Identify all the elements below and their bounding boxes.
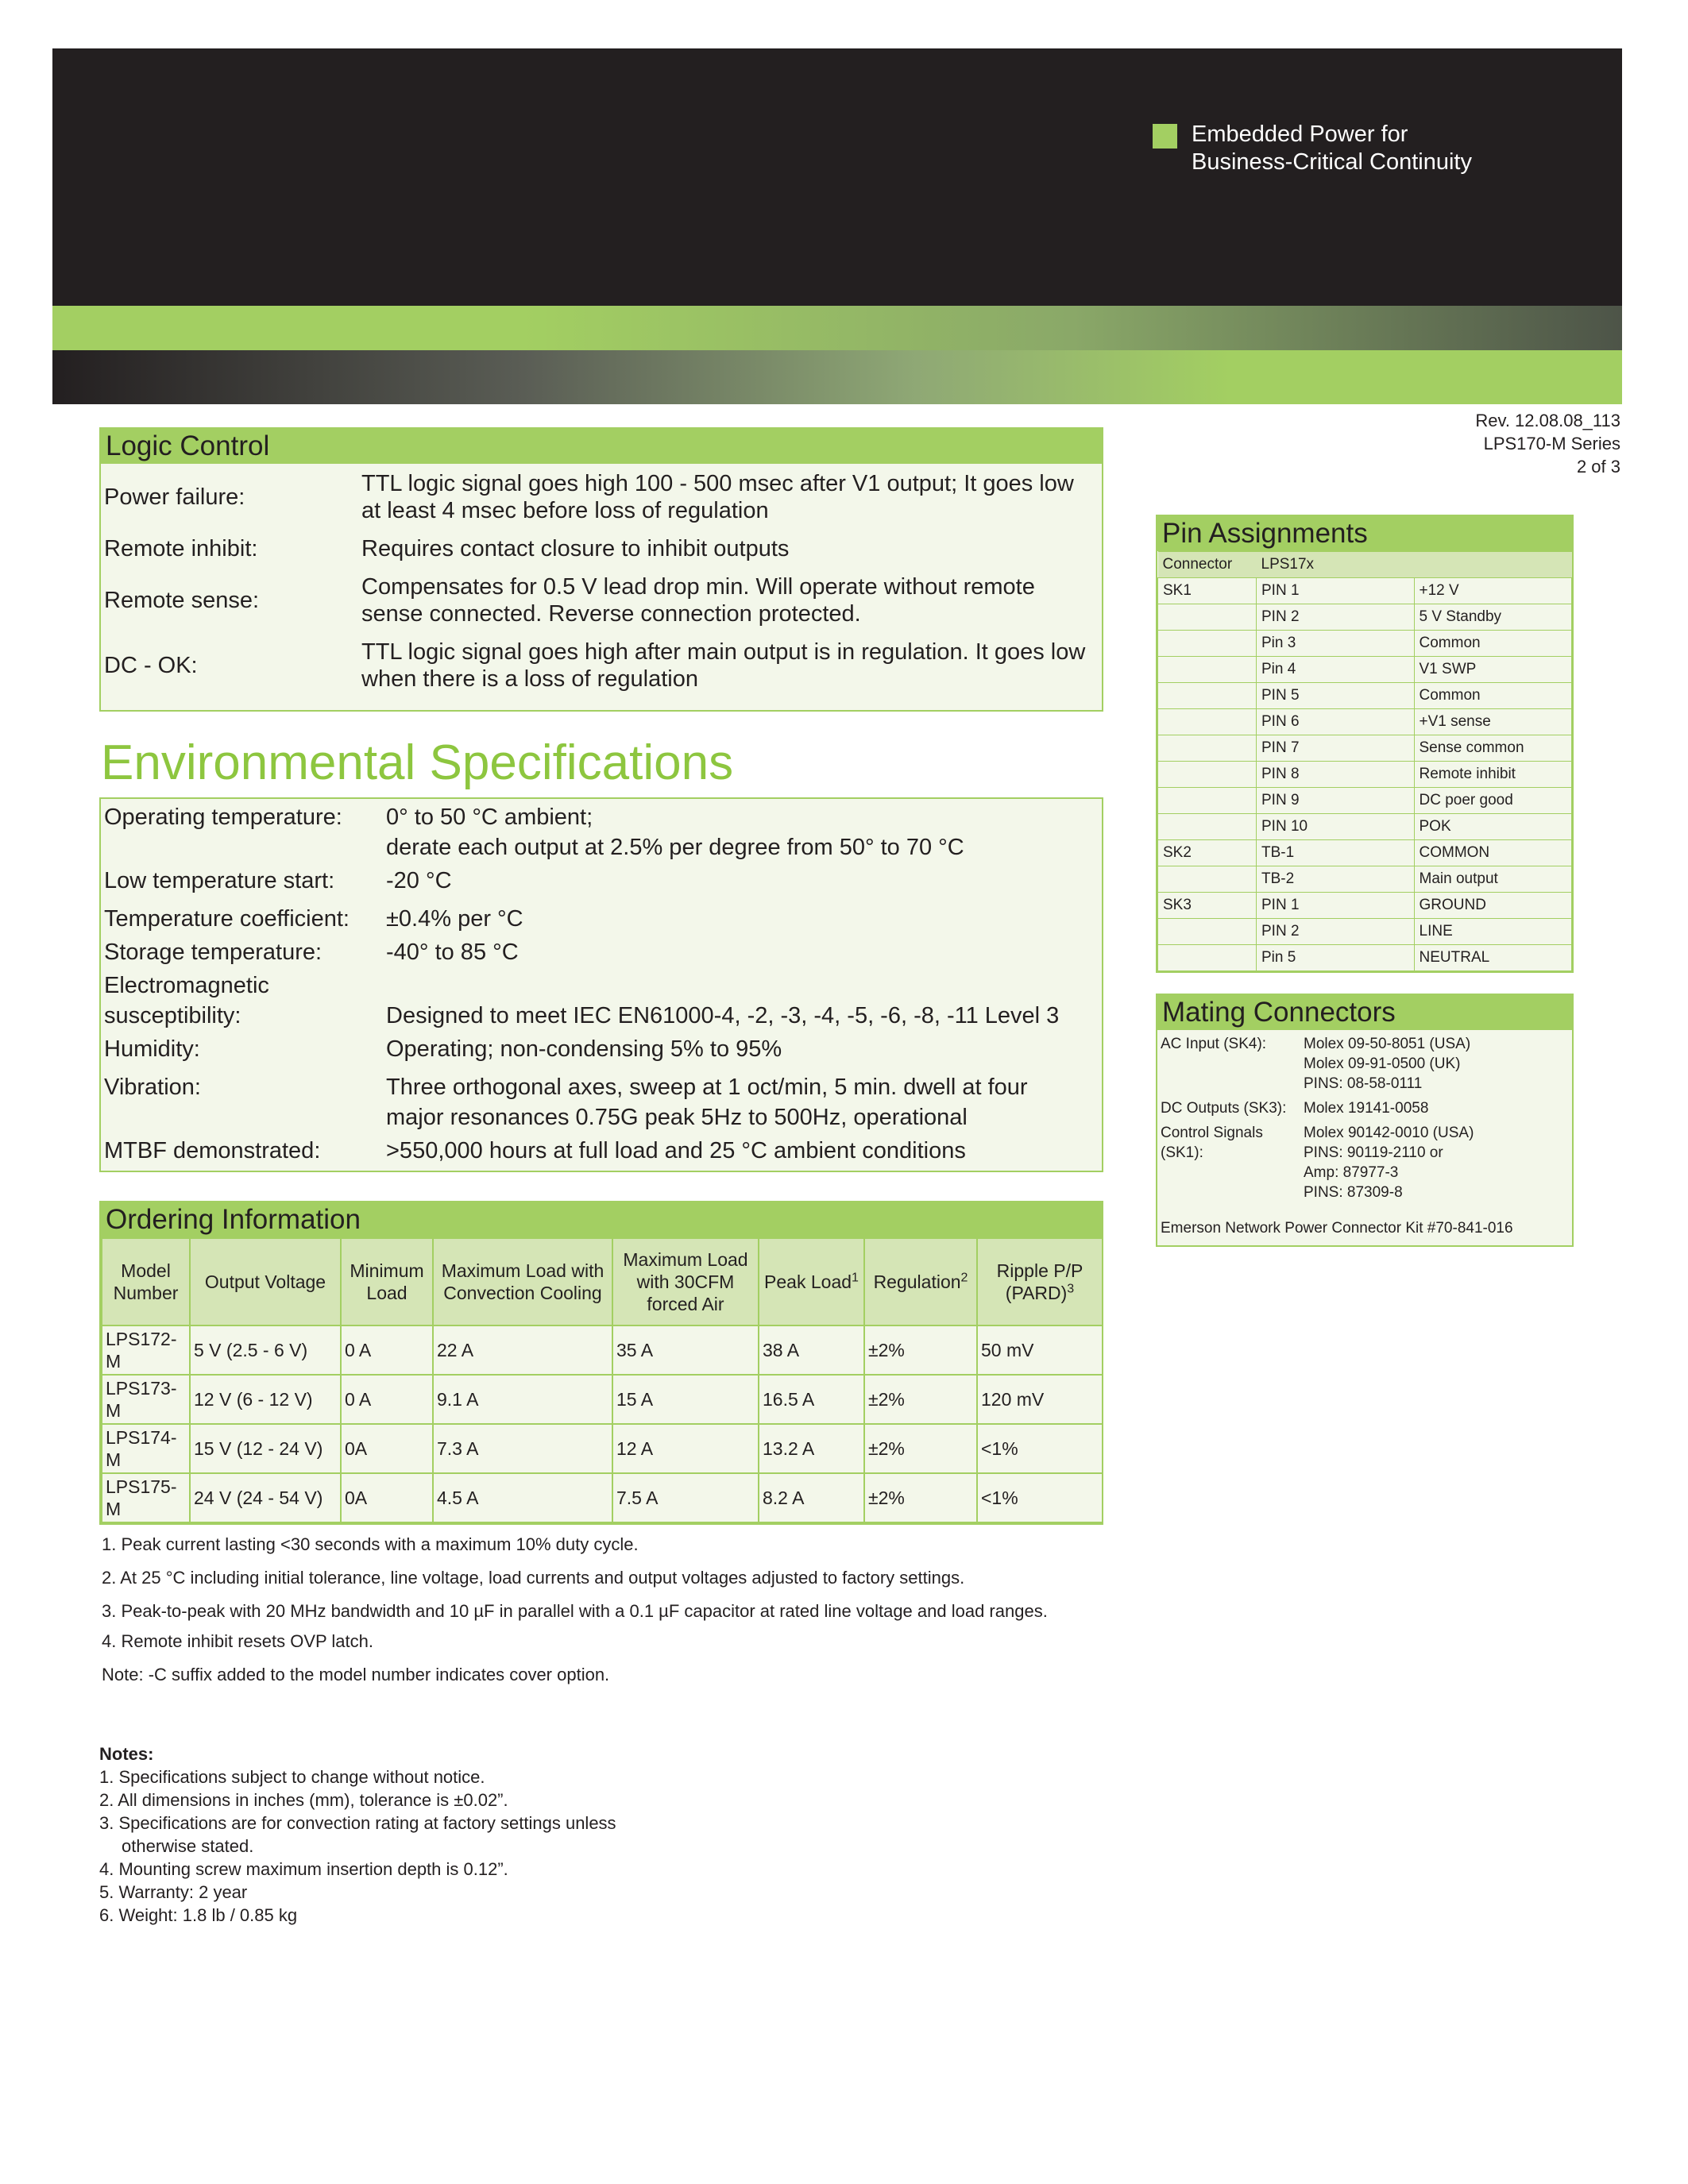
cell: 22 A [433,1325,612,1375]
label: MTBF demonstrated: [104,1138,321,1163]
revision: Rev. 12.08.08_113 [1475,411,1620,430]
cell: Pin 4 [1257,657,1415,683]
footnote-ref: 3 [1067,1282,1075,1296]
cell: PIN 9 [1257,788,1415,814]
cell: LPS173-M [102,1375,190,1424]
note-item: 1. Specifications subject to change without notice. [99,1767,485,1787]
column-header [433,1238,612,1325]
value-line: PINS: 08-58-0111 [1304,1075,1423,1092]
cell: 9.1 A [433,1375,612,1424]
env-row [101,1072,1102,1133]
env-row [101,1034,1102,1064]
cell: NEUTRAL [1414,945,1572,971]
cell: 50 mV [977,1325,1103,1375]
cell: 15 A [612,1375,759,1424]
row-value [1304,1034,1470,1094]
note-item: 6. Weight: 1.8 lb / 0.85 kg [99,1905,298,1925]
cell: +12 V [1414,578,1572,604]
logic-row [101,532,1102,565]
cell: 38 A [759,1325,864,1375]
row-label: DC - OK: [104,653,198,678]
cell: Common [1414,683,1572,709]
environmental-title: Environmental Specifications [101,735,734,790]
row-label [104,1136,386,1166]
col-model: LPS17x [1257,552,1572,578]
row-value: Compensates for 0.5 V lead drop min. Will operate without remote sense connected. Reverse connection protected. [361,574,1035,627]
row-label: Remote sense: [104,588,260,613]
connector-kit: Emerson Network Power Connector Kit #70-841-016 [1161,1220,1513,1237]
cell: 120 mV [977,1375,1103,1424]
mating-row [1157,1096,1572,1121]
cell: DC poer good [1414,788,1572,814]
mating-row [1157,1121,1572,1205]
logic-row [101,635,1102,696]
cell: Pin 5 [1257,945,1415,971]
mating-row [1157,1032,1572,1096]
value: -40° to 85 °C [386,940,519,965]
value-line: PINS: 87309-8 [1304,1184,1403,1201]
cell: SK1 [1158,578,1257,604]
value-line: PINS: 90119-2110 or [1304,1144,1443,1161]
label: Storage temperature: [104,940,323,965]
section-title: Pin Assignments [1157,516,1572,551]
environmental-section [99,797,1103,1172]
row-label [104,937,386,967]
cell: LPS175-M [102,1473,190,1522]
row-value [386,970,1099,1031]
cell [1158,919,1257,945]
row-label: Remote inhibit: [104,536,258,561]
cell: PIN 2 [1257,604,1415,631]
pin-row [1158,735,1572,762]
cell: PIN 6 [1257,709,1415,735]
env-row [101,802,1102,862]
value: -20 °C [386,868,452,893]
pin-assignments-section [1156,515,1574,973]
row-label [104,1034,386,1064]
revision-info [1475,409,1620,478]
cell: SK3 [1158,893,1257,919]
row-label [104,970,386,1031]
cell: 8.2 A [759,1473,864,1522]
cell [1158,814,1257,840]
table-row [102,1473,1103,1522]
logic-row [101,570,1102,631]
cell [1158,735,1257,762]
pin-row [1158,709,1572,735]
cell [1158,657,1257,683]
cell: 7.3 A [433,1424,612,1473]
header-text: Model Number [113,1260,179,1303]
cell: PIN 5 [1257,683,1415,709]
label: Electromagnetic [104,973,269,998]
cell: PIN 8 [1257,762,1415,788]
spacer [386,970,1099,1001]
cell: PIN 7 [1257,735,1415,762]
column-header [864,1238,977,1325]
note-item: 3. Specifications are for convection rating at factory settings unless [99,1813,616,1833]
note-item: 2. All dimensions in inches (mm), tolerance is ±0.02”. [99,1790,508,1810]
row-value: TTL logic signal goes high 100 - 500 msec after V1 output; It goes low at least 4 msec before loss of regulation [361,471,1074,523]
row-label [104,802,386,862]
value: Designed to meet IEC EN61000-4, -2, -3, -4, -5, -6, -8, -11 Level 3 [386,1003,1060,1028]
header-text: Maximum Load with Convection Cooling [441,1260,605,1303]
column-header [341,1238,433,1325]
pin-row [1158,945,1572,971]
logic-control-section [99,427,1103,712]
cell: PIN 2 [1257,919,1415,945]
cell: PIN 1 [1257,893,1415,919]
tagline-line-2: Business-Critical Continuity [1192,149,1472,175]
cell: 12 V (6 - 12 V) [190,1375,341,1424]
cell: 0 A [341,1325,433,1375]
cell [1158,709,1257,735]
env-row [101,904,1102,934]
cell: 16.5 A [759,1375,864,1424]
header-text: Maximum Load with 30CFM forced Air [623,1249,748,1314]
ordering-table [101,1237,1103,1523]
label: Temperature coefficient: [104,906,350,932]
section-title: Mating Connectors [1157,995,1572,1030]
brand-square-icon [1153,124,1177,149]
pin-row [1158,762,1572,788]
row-label: Control Signals (SK1): [1161,1125,1263,1161]
series: LPS170-M Series [1483,434,1620,453]
value: Operating; non-condensing 5% to 95% [386,1036,782,1062]
row-value [386,904,1099,934]
value: major resonances 0.75G peak 5Hz to 500Hz, operational [386,1105,968,1130]
label: susceptibility: [104,1003,241,1028]
cell [1158,631,1257,657]
cell: Remote inhibit [1414,762,1572,788]
header-text: Peak Load [764,1271,852,1292]
table-row [102,1375,1103,1424]
row-value [386,1136,1099,1166]
column-header [759,1238,864,1325]
pin-row [1158,631,1572,657]
footnote: 1. Peak current lasting <30 seconds with a maximum 10% duty cycle. [102,1534,639,1554]
right-column [1156,515,1574,1247]
pin-table [1157,551,1572,971]
value: 0° to 50 °C ambient; [386,805,593,830]
cell: TB-1 [1257,840,1415,866]
ordering-footnotes [99,1533,1103,1687]
row-value [386,1072,1099,1133]
row-value [386,937,1099,967]
cell: Main output [1414,866,1572,893]
row-label [104,904,386,934]
pin-row [1158,814,1572,840]
notes-title: Notes: [99,1744,154,1764]
cell: +V1 sense [1414,709,1572,735]
footnote: Note: -C suffix added to the model number indicates cover option. [102,1665,610,1684]
row-label: AC Input (SK4): [1161,1036,1267,1052]
cell: Pin 3 [1257,631,1415,657]
header-text: Output Voltage [204,1271,326,1292]
cell: 12 A [612,1424,759,1473]
value-line: Molex 09-50-8051 (USA) [1304,1036,1471,1052]
page-number: 2 of 3 [1576,457,1620,477]
row-label: Power failure: [104,484,245,510]
cell: 13.2 A [759,1424,864,1473]
cell: 4.5 A [433,1473,612,1522]
table-row [102,1325,1103,1375]
footnote: 4. Remote inhibit resets OVP latch. [102,1631,373,1651]
cell: PIN 10 [1257,814,1415,840]
column-header [612,1238,759,1325]
cell: PIN 1 [1257,578,1415,604]
row-value: TTL logic signal goes high after main output is in regulation. It goes low when there is a loss of regulation [361,639,1086,692]
col-connector: Connector [1158,552,1257,578]
cell: ±2% [864,1325,977,1375]
pin-row [1158,866,1572,893]
cell: POK [1414,814,1572,840]
header-text: Minimum Load [350,1260,424,1303]
cell [1158,604,1257,631]
cell [1158,762,1257,788]
cell [1158,683,1257,709]
footnote: 3. Peak-to-peak with 20 MHz bandwidth and 10 µF in parallel with a 0.1 µF capacitor at rated line voltage and load ranges. [102,1601,1048,1621]
value-line: Amp: 87977-3 [1304,1164,1399,1181]
row-value [386,1034,1099,1064]
label: Operating temperature: [104,805,342,830]
row-value: Requires contact closure to inhibit outputs [361,536,790,561]
cell: 35 A [612,1325,759,1375]
value-line: Molex 09-91-0500 (UK) [1304,1055,1461,1072]
tagline-line-1: Embedded Power for [1192,122,1408,147]
pin-row [1158,657,1572,683]
section-title: Ordering Information [101,1202,1102,1237]
pin-row [1158,893,1572,919]
header-text: Regulation [873,1271,961,1292]
ordering-section [99,1201,1103,1525]
cell: 0A [341,1424,433,1473]
value-line: Molex 90142-0010 (USA) [1304,1125,1474,1141]
header-banner [52,48,1622,306]
row-value [386,802,1099,862]
label: Low temperature start: [104,868,335,893]
row-label [104,866,386,896]
value-line: Molex 19141-0058 [1304,1100,1429,1117]
cell: ±2% [864,1424,977,1473]
footnote-ref: 1 [852,1271,859,1285]
pin-row [1158,683,1572,709]
value: >550,000 hours at full load and 25 °C ambient conditions [386,1138,966,1163]
cell: SK2 [1158,840,1257,866]
pin-row [1158,840,1572,866]
label: Vibration: [104,1075,201,1100]
cell: <1% [977,1473,1103,1522]
column-header [977,1238,1103,1325]
env-row [101,866,1102,896]
header-green-band [52,306,1622,350]
cell: 7.5 A [612,1473,759,1522]
note-item: 4. Mounting screw maximum insertion depth is 0.12”. [99,1859,508,1879]
cell: TB-2 [1257,866,1415,893]
cell: V1 SWP [1414,657,1572,683]
note-item: 5. Warranty: 2 year [99,1882,248,1902]
table-row [102,1424,1103,1473]
notes [99,1742,1103,1927]
row-label [104,1072,386,1133]
header-text: Ripple P/P (PARD) [996,1260,1083,1303]
cell: 24 V (24 - 54 V) [190,1473,341,1522]
section-title: Logic Control [101,429,1102,464]
footnote-ref: 2 [960,1271,968,1285]
value: ±0.4% per °C [386,906,523,932]
column-header [102,1238,190,1325]
pin-row [1158,919,1572,945]
cell: Sense common [1414,735,1572,762]
cell [1158,788,1257,814]
note-item: otherwise stated. [122,1836,254,1856]
cell: 15 V (12 - 24 V) [190,1424,341,1473]
value: derate each output at 2.5% per degree from 50° to 70 °C [386,835,964,860]
pin-row [1158,578,1572,604]
cell: 0 A [341,1375,433,1424]
env-row [101,1136,1102,1166]
footnote: 2. At 25 °C including initial tolerance, line voltage, load currents and output voltages adjusted to factory settings. [102,1568,965,1588]
label: Humidity: [104,1036,200,1062]
value: Three orthogonal axes, sweep at 1 oct/min, 5 min. dwell at four [386,1075,1028,1100]
cell: 5 V (2.5 - 6 V) [190,1325,341,1375]
cell: ±2% [864,1375,977,1424]
env-row [101,970,1102,1031]
column-header [190,1238,341,1325]
pin-row [1158,788,1572,814]
env-row [101,937,1102,967]
cell: <1% [977,1424,1103,1473]
mating-connectors-section [1156,994,1574,1247]
row-value [386,866,1099,896]
cell: ±2% [864,1473,977,1522]
cell: 0A [341,1473,433,1522]
cell: GROUND [1414,893,1572,919]
cell: Common [1414,631,1572,657]
cell: LPS174-M [102,1424,190,1473]
logic-row [101,467,1102,527]
cell [1158,866,1257,893]
row-value [1304,1098,1428,1118]
cell: 5 V Standby [1414,604,1572,631]
cell: LPS172-M [102,1325,190,1375]
left-column [99,427,1103,1927]
cell: COMMON [1414,840,1572,866]
pin-row [1158,604,1572,631]
cell: LINE [1414,919,1572,945]
cell [1158,945,1257,971]
header-gradient-band [52,350,1622,404]
tagline [1192,121,1472,176]
row-label: DC Outputs (SK3): [1161,1100,1287,1117]
row-value [1304,1123,1474,1202]
